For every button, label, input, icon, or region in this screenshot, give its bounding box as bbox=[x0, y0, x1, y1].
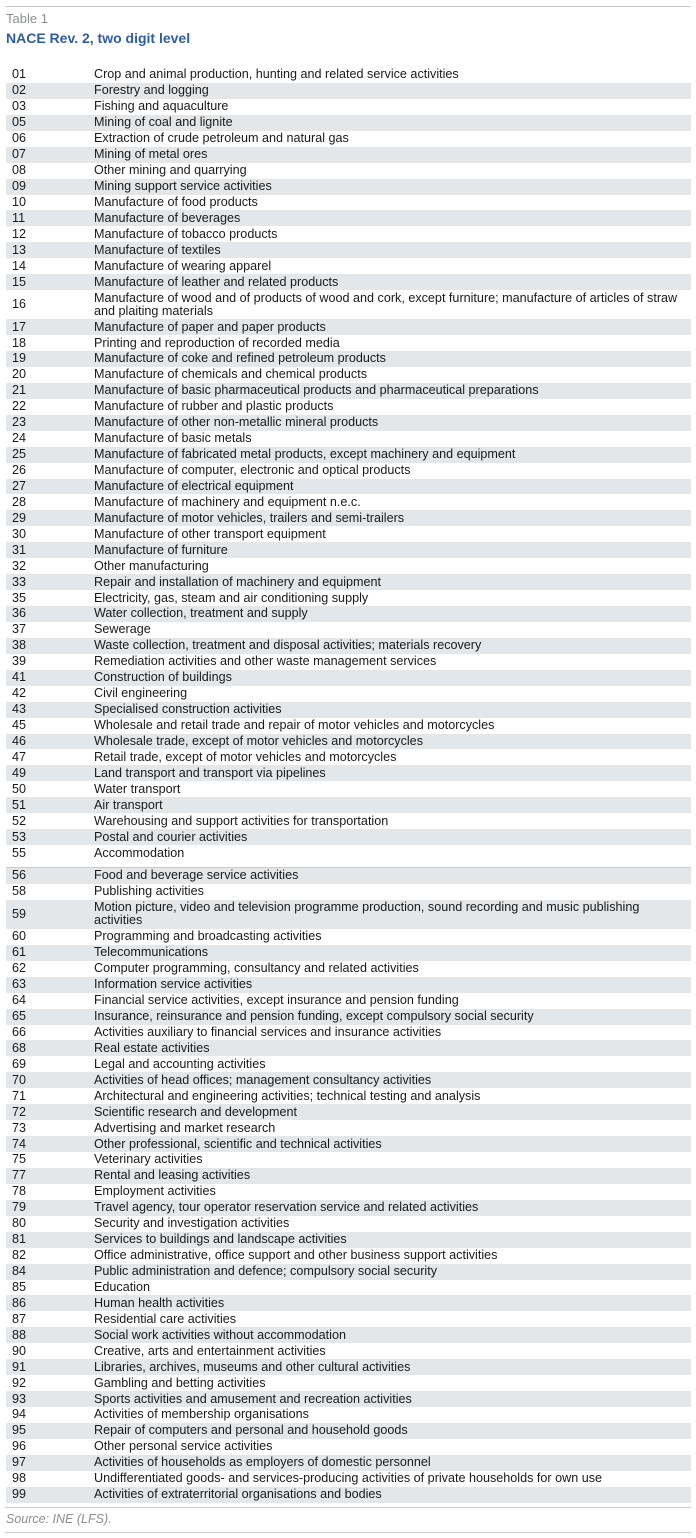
nace-description: Activities of extraterritorial organisations and bodies bbox=[94, 1487, 382, 1502]
nace-code: 22 bbox=[12, 399, 27, 414]
nace-description: Social work activities without accommodation bbox=[94, 1327, 346, 1342]
nace-code: 69 bbox=[12, 1056, 27, 1071]
nace-description: Mining of coal and lignite bbox=[94, 115, 233, 130]
nace-description: Manufacture of basic pharmaceutical products and pharmaceutical preparations bbox=[94, 383, 539, 398]
table-row bbox=[6, 526, 691, 542]
table-row bbox=[6, 542, 691, 558]
nace-description: Financial service activities, except insurance and pension funding bbox=[94, 993, 459, 1008]
table-title: NACE Rev. 2, two digit level bbox=[6, 30, 191, 46]
nace-code: 87 bbox=[12, 1311, 27, 1326]
table-row bbox=[6, 274, 691, 290]
table-row bbox=[6, 749, 691, 765]
table-row bbox=[6, 654, 691, 670]
nace-code-table bbox=[6, 67, 691, 1503]
nace-description: Manufacture of chemicals and chemical products bbox=[94, 367, 367, 382]
nace-code: 66 bbox=[12, 1024, 27, 1039]
nace-description: Creative, arts and entertainment activities bbox=[94, 1343, 326, 1358]
table-row bbox=[6, 1184, 691, 1200]
nace-description: Computer programming, consultancy and related activities bbox=[94, 961, 419, 976]
table-row bbox=[6, 638, 691, 654]
table-row bbox=[6, 1072, 691, 1088]
nace-code: 68 bbox=[12, 1040, 27, 1055]
nace-code: 02 bbox=[12, 83, 27, 98]
nace-code: 28 bbox=[12, 494, 27, 509]
nace-description: Advertising and market research bbox=[94, 1120, 276, 1135]
table-row bbox=[6, 195, 691, 211]
nace-description: Services to buildings and landscape activities bbox=[94, 1232, 347, 1247]
nace-description: Manufacture of wearing apparel bbox=[94, 258, 272, 273]
nace-description: Manufacture of paper and paper products bbox=[94, 319, 326, 334]
nace-code: 91 bbox=[12, 1359, 27, 1374]
nace-code: 85 bbox=[12, 1279, 27, 1294]
nace-code: 01 bbox=[12, 67, 27, 82]
nace-description: Mining support service activities bbox=[94, 179, 272, 194]
nace-description: Remediation activities and other waste management services bbox=[94, 654, 437, 669]
table-row bbox=[6, 1487, 691, 1503]
table-row bbox=[6, 479, 691, 495]
nace-description: Travel agency, tour operator reservation service and related activities bbox=[94, 1200, 479, 1215]
table-row bbox=[6, 1375, 691, 1391]
nace-code: 39 bbox=[12, 654, 27, 669]
nace-code: 31 bbox=[12, 542, 27, 557]
nace-code: 29 bbox=[12, 510, 27, 525]
table-row bbox=[6, 993, 691, 1009]
table-row bbox=[6, 929, 691, 945]
nace-description: Telecommunications bbox=[94, 945, 209, 960]
table-row bbox=[6, 765, 691, 781]
table-row bbox=[6, 210, 691, 226]
table-row bbox=[6, 845, 691, 861]
nace-code: 41 bbox=[12, 670, 27, 685]
nace-code: 38 bbox=[12, 638, 27, 653]
nace-description: Postal and courier activities bbox=[94, 829, 248, 844]
table-row bbox=[6, 813, 691, 829]
nace-description: Water transport bbox=[94, 781, 181, 796]
nace-code: 80 bbox=[12, 1216, 27, 1231]
table-row bbox=[6, 1423, 691, 1439]
nace-description: Repair of computers and personal and household goods bbox=[94, 1423, 408, 1438]
nace-code: 36 bbox=[12, 606, 27, 621]
table-row bbox=[6, 1025, 691, 1041]
table-row bbox=[6, 1248, 691, 1264]
nace-code: 56 bbox=[12, 868, 27, 883]
table-row bbox=[6, 1391, 691, 1407]
table-row bbox=[6, 867, 691, 884]
nace-description: Construction of buildings bbox=[94, 670, 232, 685]
table-row bbox=[6, 1343, 691, 1359]
nace-description: Legal and accounting activities bbox=[94, 1056, 266, 1071]
nace-description: Activities of households as employers of domestic personnel bbox=[94, 1455, 431, 1470]
nace-description: Sewerage bbox=[94, 622, 151, 637]
table-row bbox=[6, 226, 691, 242]
table-row bbox=[6, 494, 691, 510]
nace-description: Libraries, archives, museums and other cultural activities bbox=[94, 1359, 411, 1374]
nace-description: Extraction of crude petroleum and natural gas bbox=[94, 131, 349, 146]
table-row bbox=[6, 781, 691, 797]
nace-code: 45 bbox=[12, 718, 27, 733]
nace-description: Fishing and aquaculture bbox=[94, 99, 229, 114]
nace-description: Sports activities and amusement and recreation activities bbox=[94, 1391, 412, 1406]
nace-code: 74 bbox=[12, 1136, 27, 1151]
nace-code: 93 bbox=[12, 1391, 27, 1406]
nace-description: Waste collection, treatment and disposal activities; materials recovery bbox=[94, 638, 482, 653]
nace-code: 99 bbox=[12, 1487, 27, 1502]
nace-code: 20 bbox=[12, 367, 27, 382]
table-row bbox=[6, 1264, 691, 1280]
nace-code: 64 bbox=[12, 993, 27, 1008]
nace-code: 98 bbox=[12, 1471, 27, 1486]
nace-description: Veterinary activities bbox=[94, 1152, 203, 1167]
table-row bbox=[6, 590, 691, 606]
table-row bbox=[6, 1040, 691, 1056]
nace-code: 05 bbox=[12, 115, 27, 130]
nace-code: 72 bbox=[12, 1104, 27, 1119]
nace-code: 95 bbox=[12, 1423, 27, 1438]
nace-code: 49 bbox=[12, 765, 27, 780]
nace-description: Warehousing and support activities for transportation bbox=[94, 813, 389, 828]
nace-code: 71 bbox=[12, 1088, 27, 1103]
nace-description: Activities auxiliary to financial services and insurance activities bbox=[94, 1024, 442, 1039]
nace-description: Activities of head offices; management consultancy activities bbox=[94, 1072, 432, 1087]
nace-code: 70 bbox=[12, 1072, 27, 1087]
nace-description: Manufacture of coke and refined petroleum products bbox=[94, 351, 386, 366]
table-row bbox=[6, 242, 691, 258]
nace-code: 06 bbox=[12, 131, 27, 146]
nace-description: Air transport bbox=[94, 797, 163, 812]
table-row bbox=[6, 1056, 691, 1072]
nace-description: Security and investigation activities bbox=[94, 1216, 290, 1231]
nace-code: 03 bbox=[12, 99, 27, 114]
nace-description: Other professional, scientific and technical activities bbox=[94, 1136, 382, 1151]
table-row bbox=[6, 1359, 691, 1375]
table-row bbox=[6, 335, 691, 351]
nace-description: Rental and leasing activities bbox=[94, 1168, 251, 1183]
nace-description: Manufacture of leather and related products bbox=[94, 274, 339, 289]
nace-code: 53 bbox=[12, 829, 27, 844]
nace-code: 24 bbox=[12, 431, 27, 446]
table-row bbox=[6, 1407, 691, 1423]
table-row bbox=[6, 131, 691, 147]
nace-code: 42 bbox=[12, 686, 27, 701]
table-row bbox=[6, 718, 691, 734]
nace-code: 90 bbox=[12, 1343, 27, 1358]
table-row bbox=[6, 945, 691, 961]
nace-code: 94 bbox=[12, 1407, 27, 1422]
nace-code: 75 bbox=[12, 1152, 27, 1167]
nace-description: Manufacture of motor vehicles, trailers and semi-trailers bbox=[94, 510, 405, 525]
nace-description: Undifferentiated goods- and services-producing activities of private households for own use bbox=[94, 1471, 603, 1486]
nace-description: Manufacture of wood and of products of wood and cork, except furniture; manufacture of articles of straw and plaiting materials bbox=[94, 290, 678, 318]
table-row bbox=[6, 83, 691, 99]
table-row bbox=[6, 1295, 691, 1311]
nace-description: Manufacture of food products bbox=[94, 194, 258, 209]
nace-code: 58 bbox=[12, 884, 27, 899]
nace-code: 86 bbox=[12, 1295, 27, 1310]
table-label: Table 1 bbox=[6, 11, 48, 26]
table-row bbox=[6, 1280, 691, 1296]
nace-code: 47 bbox=[12, 749, 27, 764]
nace-description: Architectural and engineering activities; technical testing and analysis bbox=[94, 1088, 481, 1103]
table-row bbox=[6, 383, 691, 399]
nace-description: Programming and broadcasting activities bbox=[94, 929, 322, 944]
nace-description: Manufacture of beverages bbox=[94, 210, 241, 225]
nace-description: Public administration and defence; compulsory social security bbox=[94, 1264, 437, 1279]
table-row bbox=[6, 367, 691, 383]
table-row bbox=[6, 1232, 691, 1248]
table-row bbox=[6, 558, 691, 574]
nace-description: Food and beverage service activities bbox=[94, 868, 299, 883]
nace-description: Human health activities bbox=[94, 1295, 225, 1310]
nace-code: 50 bbox=[12, 781, 27, 796]
top-rule bbox=[5, 6, 691, 7]
nace-description: Accommodation bbox=[94, 845, 185, 860]
table-row bbox=[6, 1120, 691, 1136]
nace-description: Manufacture of tobacco products bbox=[94, 226, 278, 241]
nace-code: 33 bbox=[12, 574, 27, 589]
nace-code: 88 bbox=[12, 1327, 27, 1342]
table-row bbox=[6, 606, 691, 622]
nace-code: 97 bbox=[12, 1455, 27, 1470]
nace-code: 37 bbox=[12, 622, 27, 637]
table-row bbox=[6, 1327, 691, 1343]
nace-code: 62 bbox=[12, 961, 27, 976]
nace-description: Manufacture of other non-metallic mineral products bbox=[94, 415, 379, 430]
table-row bbox=[6, 977, 691, 993]
nace-description: Motion picture, video and television programme production, sound recording and music publishing activities bbox=[94, 900, 640, 928]
table-row bbox=[6, 1009, 691, 1025]
nace-code: 18 bbox=[12, 335, 27, 350]
table-row bbox=[6, 1311, 691, 1327]
nace-code: 15 bbox=[12, 274, 27, 289]
nace-description: Wholesale trade, except of motor vehicles and motorcycles bbox=[94, 733, 423, 748]
nace-description: Other mining and quarrying bbox=[94, 163, 247, 178]
table-row bbox=[6, 900, 691, 929]
nace-code: 46 bbox=[12, 733, 27, 748]
end-rule bbox=[5, 1532, 691, 1533]
table-row bbox=[6, 351, 691, 367]
table-row bbox=[6, 258, 691, 274]
table-row bbox=[6, 431, 691, 447]
table-row bbox=[6, 622, 691, 638]
nace-code: 63 bbox=[12, 977, 27, 992]
nace-code: 32 bbox=[12, 558, 27, 573]
nace-description: Water collection, treatment and supply bbox=[94, 606, 308, 621]
nace-description: Other personal service activities bbox=[94, 1439, 273, 1454]
nace-code: 79 bbox=[12, 1200, 27, 1215]
nace-code: 30 bbox=[12, 526, 27, 541]
nace-code: 07 bbox=[12, 147, 27, 162]
nace-description: Manufacture of electrical equipment bbox=[94, 478, 294, 493]
nace-code: 19 bbox=[12, 351, 27, 366]
table-row bbox=[6, 961, 691, 977]
nace-description: Civil engineering bbox=[94, 686, 188, 701]
nace-description: Printing and reproduction of recorded media bbox=[94, 335, 340, 350]
table-row bbox=[6, 510, 691, 526]
nace-code: 52 bbox=[12, 813, 27, 828]
nace-description: Manufacture of basic metals bbox=[94, 431, 252, 446]
table-row bbox=[6, 797, 691, 813]
nace-code: 92 bbox=[12, 1375, 27, 1390]
table-row bbox=[6, 1168, 691, 1184]
table-row bbox=[6, 447, 691, 463]
nace-description: Other manufacturing bbox=[94, 558, 209, 573]
bottom-rule bbox=[5, 1507, 691, 1508]
nace-description: Land transport and transport via pipelines bbox=[94, 765, 326, 780]
table-row bbox=[6, 179, 691, 195]
nace-description: Specialised construction activities bbox=[94, 702, 282, 717]
nace-code: 82 bbox=[12, 1248, 27, 1263]
table-source: Source: INE (LFS). bbox=[6, 1512, 112, 1526]
nace-description: Insurance, reinsurance and pension funding, except compulsory social security bbox=[94, 1009, 534, 1024]
nace-description: Information service activities bbox=[94, 977, 253, 992]
nace-description: Manufacture of rubber and plastic products bbox=[94, 399, 334, 414]
table-row bbox=[6, 1136, 691, 1152]
nace-code: 11 bbox=[12, 210, 26, 225]
nace-description: Manufacture of textiles bbox=[94, 242, 221, 257]
nace-description: Manufacture of other transport equipment bbox=[94, 526, 326, 541]
table-row bbox=[6, 399, 691, 415]
nace-code: 73 bbox=[12, 1120, 27, 1135]
nace-description: Mining of metal ores bbox=[94, 147, 208, 162]
nace-code: 08 bbox=[12, 163, 27, 178]
nace-description: Residential care activities bbox=[94, 1311, 237, 1326]
table-row bbox=[6, 319, 691, 335]
nace-code: 61 bbox=[12, 945, 27, 960]
table-row bbox=[6, 686, 691, 702]
nace-description: Office administrative, office support and other business support activities bbox=[94, 1248, 498, 1263]
nace-code: 96 bbox=[12, 1439, 27, 1454]
nace-code: 84 bbox=[12, 1264, 27, 1279]
nace-code: 43 bbox=[12, 702, 27, 717]
table-row bbox=[6, 1471, 691, 1487]
nace-description: Manufacture of computer, electronic and optical products bbox=[94, 463, 411, 478]
nace-code: 77 bbox=[12, 1168, 27, 1183]
nace-code: 35 bbox=[12, 590, 27, 605]
table-row bbox=[6, 702, 691, 718]
nace-description: Electricity, gas, steam and air conditioning supply bbox=[94, 590, 369, 605]
nace-code: 60 bbox=[12, 929, 27, 944]
nace-code: 65 bbox=[12, 1009, 27, 1024]
table-row bbox=[6, 574, 691, 590]
nace-description: Scientific research and development bbox=[94, 1104, 298, 1119]
nace-code: 59 bbox=[12, 906, 27, 921]
table-row bbox=[6, 1455, 691, 1471]
nace-code: 17 bbox=[12, 319, 27, 334]
nace-description: Publishing activities bbox=[94, 884, 204, 899]
nace-code: 12 bbox=[12, 226, 27, 241]
nace-code: 51 bbox=[12, 797, 27, 812]
nace-description: Education bbox=[94, 1279, 151, 1294]
table-row bbox=[6, 1216, 691, 1232]
nace-code: 81 bbox=[12, 1232, 27, 1247]
table-row bbox=[6, 115, 691, 131]
table-row bbox=[6, 147, 691, 163]
table-row bbox=[6, 829, 691, 845]
nace-code: 27 bbox=[12, 478, 27, 493]
nace-code: 55 bbox=[12, 845, 27, 860]
nace-code: 09 bbox=[12, 179, 27, 194]
table-row bbox=[6, 1104, 691, 1120]
nace-description: Wholesale and retail trade and repair of motor vehicles and motorcycles bbox=[94, 718, 495, 733]
table-row bbox=[6, 1439, 691, 1455]
table-row bbox=[6, 670, 691, 686]
table-row bbox=[6, 1200, 691, 1216]
nace-code: 25 bbox=[12, 447, 27, 462]
nace-description: Manufacture of machinery and equipment n.e.c. bbox=[94, 494, 361, 509]
table-row bbox=[6, 884, 691, 900]
nace-code: 26 bbox=[12, 463, 27, 478]
nace-description: Crop and animal production, hunting and related service activities bbox=[94, 67, 459, 82]
table-row bbox=[6, 163, 691, 179]
nace-description: Retail trade, except of motor vehicles and motorcycles bbox=[94, 749, 397, 764]
nace-code: 16 bbox=[12, 297, 27, 312]
nace-description: Manufacture of furniture bbox=[94, 542, 228, 557]
nace-description: Repair and installation of machinery and equipment bbox=[94, 574, 382, 589]
nace-description: Manufacture of fabricated metal products, except machinery and equipment bbox=[94, 447, 516, 462]
nace-description: Gambling and betting activities bbox=[94, 1375, 266, 1390]
table-row bbox=[6, 734, 691, 750]
nace-description: Activities of membership organisations bbox=[94, 1407, 309, 1422]
nace-code: 13 bbox=[12, 242, 27, 257]
nace-code: 14 bbox=[12, 258, 27, 273]
table-row bbox=[6, 290, 691, 319]
table-row bbox=[6, 463, 691, 479]
nace-code: 10 bbox=[12, 194, 27, 209]
nace-code: 21 bbox=[12, 383, 27, 398]
nace-code: 78 bbox=[12, 1184, 27, 1199]
nace-description: Forestry and logging bbox=[94, 83, 209, 98]
nace-description: Real estate activities bbox=[94, 1040, 210, 1055]
table-row bbox=[6, 415, 691, 431]
nace-code: 23 bbox=[12, 415, 27, 430]
table-row bbox=[6, 99, 691, 115]
table-row bbox=[6, 1152, 691, 1168]
table-row bbox=[6, 1088, 691, 1104]
table-row bbox=[6, 67, 691, 83]
nace-description: Employment activities bbox=[94, 1184, 216, 1199]
